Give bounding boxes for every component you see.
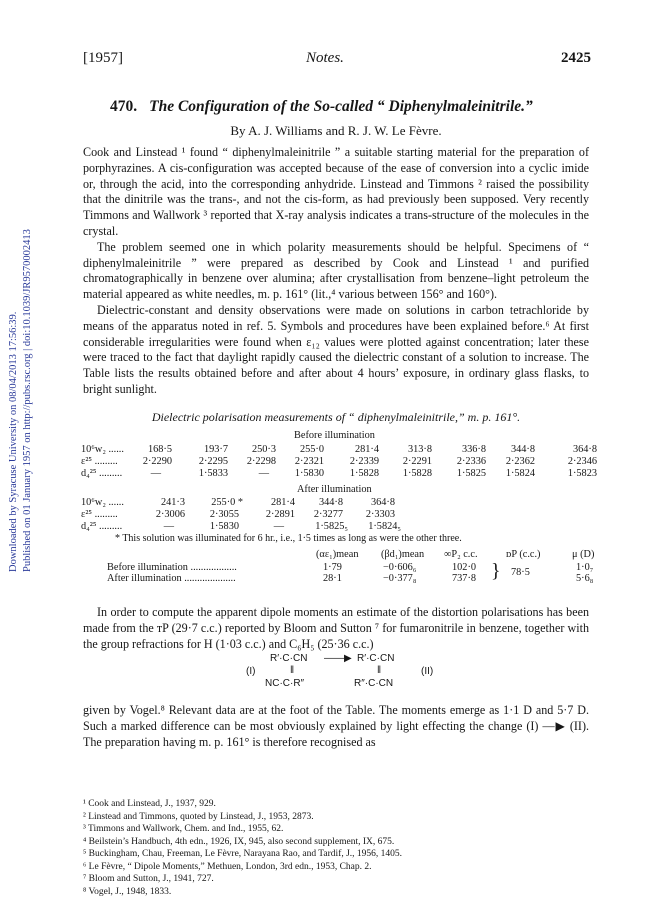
- after-illumination-label: After illumination: [297, 484, 372, 495]
- table-cell: 364·8: [370, 497, 395, 508]
- table-cell: 2·3303: [365, 509, 395, 520]
- table-cell: 281·4: [270, 497, 295, 508]
- body-text-final: [83, 703, 589, 750]
- body-text: [83, 145, 589, 398]
- article-title: The Configuration of the So-called “ Diphenylmaleinitrile.”: [149, 98, 533, 115]
- paragraph-2: The problem seemed one in which polarity measurements should be helpful. Specimens of “ diphenylmaleinitrile ” were prepared as described by Cook and Linstead ¹ and purified chromatographically in benzene over alumina; after crystallisation from benzene–light petroleum the material appeared as white needles, m. p. 161° (lit.,⁴ various between 156° and 160°).: [83, 239, 589, 302]
- summary-brace: }: [491, 560, 501, 582]
- table-cell: 168·5: [147, 444, 172, 455]
- structure-label-2: (II): [421, 666, 434, 677]
- row-label: d₄²⁵ .........: [81, 521, 123, 532]
- row-label: d₄²⁵ .........: [81, 468, 123, 479]
- table-cell: 2·3006: [155, 509, 185, 520]
- summary-row-label: Before illumination ..................: [107, 562, 237, 573]
- structure-2-bond: ‖: [377, 665, 382, 676]
- references-list: [83, 798, 593, 898]
- article-number: 470.: [110, 98, 138, 115]
- page-number: 2425: [561, 50, 591, 66]
- summary-header: (βd₁)mean: [381, 549, 425, 560]
- table-footnote: * This solution was illuminated for 6 hr., i.e., 1·5 times as long as were the other three.: [115, 533, 462, 544]
- table-cell: 281·4: [354, 444, 379, 455]
- reference-item: ² Linstead and Timmons, quoted by Linstead, J., 1953, 2873.: [83, 811, 314, 822]
- paragraph-3: Dielectric-constant and density observations were made on solutions in carbon tetrachloride by means of the apparatus noted in ref. 5. Symbols and procedures have been explained before.⁶ At first considerable irregularities were found when ε₁₂ values were plotted against concentration; later these were traced to the fact that daylight rapidly caused the dielectric constant of a solution to increase. The Table lists the results obtained before and after about 4 hours’ exposure, in ordinary glass flasks, to bright sunlight.: [83, 302, 589, 396]
- summary-table: [107, 549, 599, 589]
- table-cell: 1·5824₅: [368, 521, 401, 532]
- summary-header: (αε₁)mean: [316, 549, 359, 560]
- table-cell: 1·5825: [456, 468, 486, 479]
- structure-2-top: R′·C·CN: [357, 653, 395, 664]
- table-cell: 1·5824: [505, 468, 535, 479]
- table-row: [81, 509, 601, 521]
- article-authors: By A. J. Williams and R. J. W. Le Fèvre.: [230, 123, 442, 138]
- table-cell: 1·5830: [209, 521, 239, 532]
- summary-cell: 1·79: [323, 562, 342, 573]
- table-row: [81, 456, 601, 468]
- table-cell: 2·2291: [402, 456, 432, 467]
- watermark-publication-line[interactable]: Published on 01 January 1957 on http://pubs.rsc.org | doi:10.1039/JR9570002413: [22, 229, 33, 572]
- summary-cell: 28·1: [323, 573, 342, 584]
- table-cell: 250·3: [251, 444, 276, 455]
- table-caption: Dielectric polarisation measurements of “ diphenylmaleinitrile,” m. p. 161°.: [151, 410, 521, 424]
- paragraph-4: In order to compute the apparent dipole moments an estimate of the distortion polarisations has been made from the ᴛP (29·7 c.c.) reported by Bloom and Sutton ⁷ for fumaronitrile in benzene, together with the group refractions for H (1·03 c.c.) and C₆H₅ (25·36 c.c.): [83, 605, 589, 651]
- structure-1-bottom: NC·C·R″: [265, 678, 305, 689]
- table-cell: 2·2298: [246, 456, 276, 467]
- before-illumination-label: Before illumination: [294, 430, 375, 441]
- reference-item: ⁴ Beilstein’s Handbuch, 4th edn., 1926, IX, 945, also second supplement, IX, 675.: [83, 836, 395, 847]
- download-watermark: [4, 176, 36, 572]
- summary-cell: 5·6₈: [576, 573, 594, 584]
- table-cell: 1·5828: [349, 468, 379, 479]
- summary-dp-value: 78·5: [511, 567, 530, 578]
- table-cell: 344·8: [510, 444, 535, 455]
- structure-2-bottom: R″·C·CN: [354, 678, 394, 689]
- section-title: Notes.: [306, 50, 344, 66]
- table-row: [81, 468, 601, 480]
- paragraph-1: Cook and Linstead ¹ found “ diphenylmaleinitrile ” a suitable starting material for the preparation of porphyrazines. A cis-configuration was accepted because of the ease of conversion into a cyclic imide or, through the acid, into the corresponding anhydride. Linstead and Timmons ² raised the possibility that the dinitrile was the trans-, and not the cis-form, as had previously been supposed. Very recently Timmons and Wallwork ³ reported that X-ray analysis indicates a trans-structure of the molecules in the crystal.: [83, 145, 589, 238]
- summary-cell: −0·606₆: [383, 562, 417, 573]
- reference-item: ⁶ Le Fèvre, “ Dipole Moments,” Methuen, London, 3rd edn., 1953, Chap. 2.: [83, 861, 372, 872]
- results-table: [81, 428, 601, 538]
- structure-1-top: R′·C·CN: [270, 653, 308, 664]
- summary-cell: −0·377₈: [383, 573, 417, 584]
- table-cell: 344·8: [318, 497, 343, 508]
- table-cell: 241·3: [160, 497, 185, 508]
- table-cell: —: [273, 521, 284, 532]
- table-row: [81, 497, 601, 509]
- table-cell: 1·5833: [198, 468, 228, 479]
- table-cell: 2·3055: [209, 509, 239, 520]
- table-cell: —: [150, 468, 161, 479]
- reference-item: ³ Timmons and Wallwork, Chem. and Ind., 1955, 62.: [83, 824, 284, 834]
- structure-label-1: (I): [246, 666, 256, 677]
- table-cell: 2·2321: [294, 456, 324, 467]
- body-text-continued: [83, 605, 589, 652]
- table-cell: 2·2362: [505, 456, 535, 467]
- row-label: 10⁶w₂ ......: [81, 444, 124, 455]
- summary-header: ∞P₂ c.c.: [444, 549, 478, 560]
- table-cell: 255·0 *: [211, 497, 243, 508]
- table-cell: 2·3277: [313, 509, 343, 520]
- table-cell: 1·5828: [402, 468, 432, 479]
- table-row: [81, 521, 601, 533]
- row-label: ε²⁵ .........: [81, 456, 118, 467]
- structure-1-bond: ‖: [290, 665, 295, 676]
- row-label: 10⁶w₂ ......: [81, 497, 124, 508]
- reference-item: ⁷ Bloom and Sutton, J., 1941, 727.: [83, 874, 214, 884]
- paragraph-5: given by Vogel.⁸ Relevant data are at the foot of the Table. The moments emerge as 1·1 D and 5·7 D. Such a marked difference can be most obviously explained by light effecting the change (I) —▶ (II). The preparation having m. p. 161° is therefore recognised as: [83, 703, 589, 749]
- summary-header: ᴅP (c.c.): [506, 549, 541, 560]
- table-cell: 2·2295: [198, 456, 228, 467]
- summary-cell: 737·8: [452, 573, 477, 584]
- table-row: [81, 444, 601, 456]
- table-cell: 313·8: [407, 444, 432, 455]
- table-cell: 336·8: [461, 444, 486, 455]
- reference-item: ⁸ Vogel, J., 1948, 1833.: [83, 886, 172, 897]
- summary-cell: 102·0: [452, 562, 477, 573]
- table-cell: —: [258, 468, 269, 479]
- table-cell: 364·8: [572, 444, 597, 455]
- journal-year: [1957]: [83, 50, 123, 66]
- article-title-line: [110, 98, 533, 116]
- table-cell: 2·2346: [567, 456, 597, 467]
- table-cell: 2·2339: [349, 456, 379, 467]
- watermark-download-line[interactable]: Downloaded by Syracuse University on 08/04/2013 17:56:39.: [8, 311, 19, 572]
- table-cell: 2·2336: [456, 456, 486, 467]
- reference-item: ¹ Cook and Linstead, J., 1937, 929.: [83, 799, 216, 809]
- table-cell: 1·5830: [294, 468, 324, 479]
- row-label: ε²⁵ .........: [81, 509, 118, 520]
- reaction-scheme: [246, 653, 446, 695]
- summary-cell: 1·0₇: [576, 562, 594, 573]
- table-cell: —: [163, 521, 174, 532]
- summary-row-label: After illumination ....................: [107, 573, 236, 584]
- table-cell: 255·0: [299, 444, 324, 455]
- reference-item: ⁵ Buckingham, Chau, Freeman, Le Fèvre, Narayana Rao, and Tardif, J., 1956, 1405.: [83, 849, 403, 859]
- reaction-arrow: ——▶: [324, 653, 352, 664]
- table-cell: 2·2290: [142, 456, 172, 467]
- summary-header: μ (D): [572, 549, 595, 560]
- table-cell: 1·5823: [567, 468, 597, 479]
- table-cell: 2·2891: [265, 509, 295, 520]
- table-cell: 193·7: [203, 444, 228, 455]
- table-cell: 1·5825₅: [315, 521, 348, 532]
